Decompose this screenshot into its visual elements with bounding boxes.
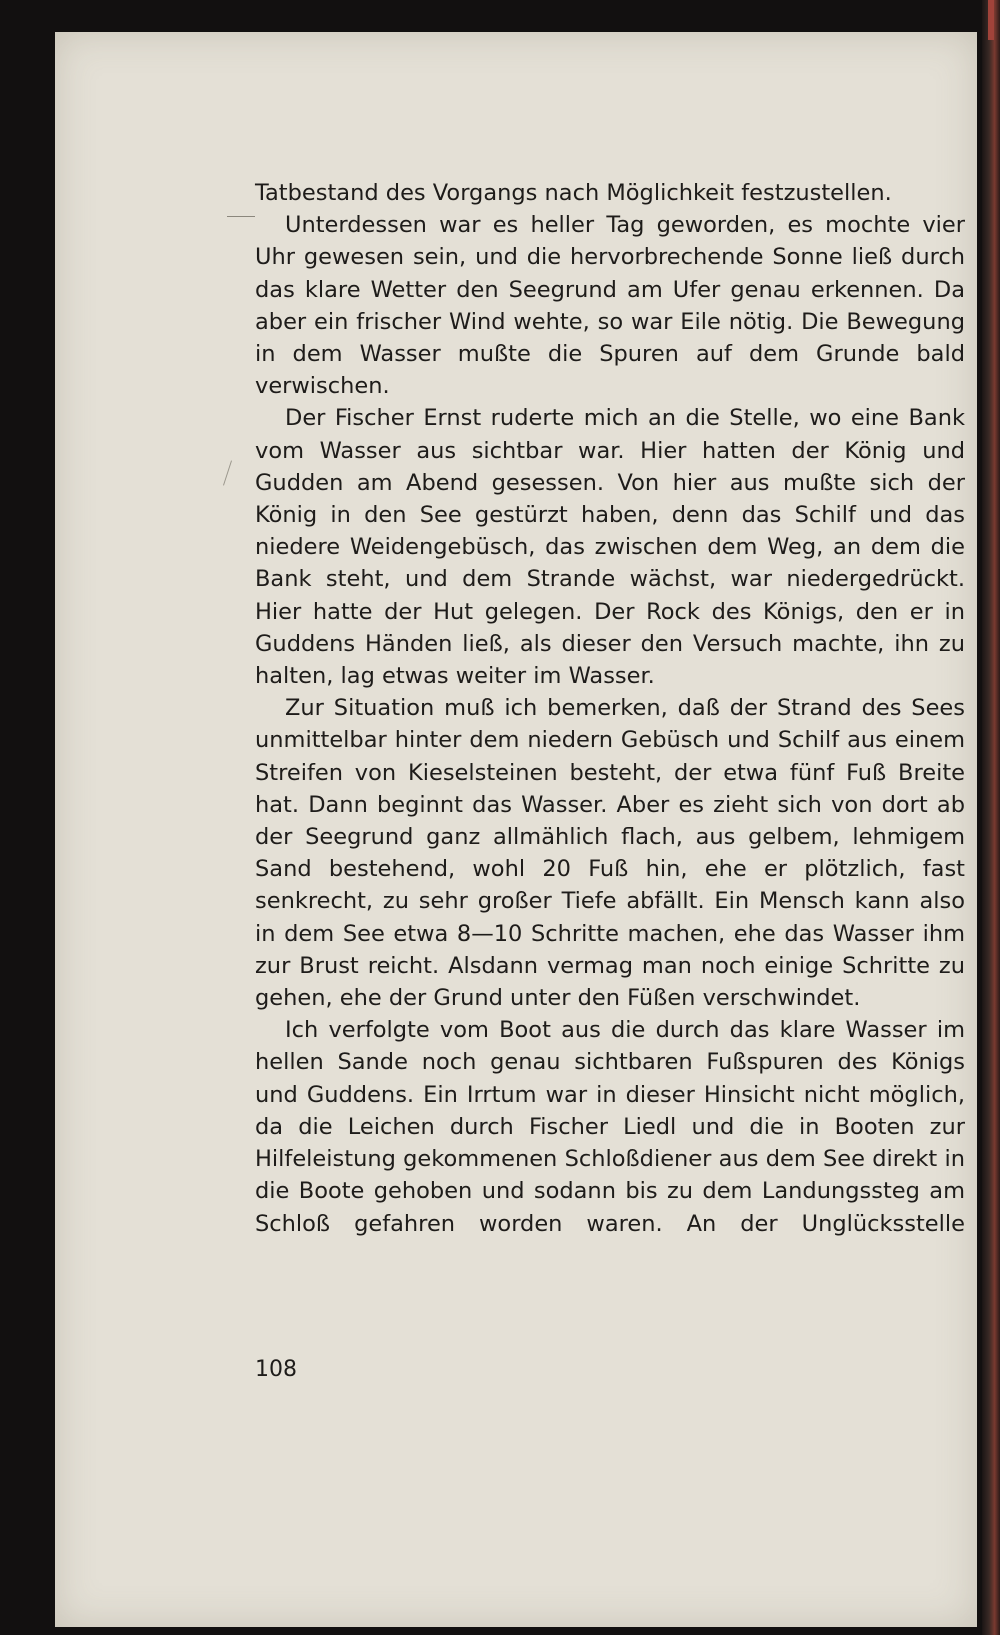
ribbon-marker xyxy=(988,0,994,40)
book-spine-edge xyxy=(982,0,1000,1635)
paragraph-1: Tatbestand des Vorgangs nach Möglichkeit festzustellen. xyxy=(255,180,892,206)
paragraph-2: Unterdessen war es heller Tag geworden, es mochte vier Uhr gewesen sein, und die hervorbrechende Sonne ließ durch das klare Wetter den Seegrund am Ufer genau erkennen. Da aber ein frischer Wind wehte, so war Eile nötig. Die Bewegung in dem Wasser mußte die Spuren auf dem Grunde bald verwischen. xyxy=(255,212,965,400)
pencil-mark-dash xyxy=(227,216,255,217)
paragraph-4: Zur Situation muß ich bemerken, daß der Strand des Sees unmittelbar hinter dem niedern Gebüsch und Schilf aus einem Streifen von Kieselsteinen besteht, der etwa fünf Fuß Breite hat. Dann beginnt das Wasser. Aber es zieht sich von dort ab der Seegrund ganz allmählich flach, aus gelbem, lehmigem Sand bestehend, wohl 20 Fuß hin, ehe er plötzlich, fast senkrecht, zu sehr großer Tiefe abfällt. Ein Mensch kann also in dem See etwa 8—10 Schritte machen, ehe das Wasser ihm zur Brust reicht. Alsdann vermag man noch einige Schritte zu gehen, ehe der Grund unter den Füßen verschwindet. xyxy=(255,695,965,1012)
paragraph-3: Der Fischer Ernst ruderte mich an die Stelle, wo eine Bank vom Wasser aus sichtbar war. Hier hatten der König und Gudden am Abend gesessen. Von hier aus mußte sich der König in den See gestürzt haben, denn das Schilf und das niedere Weidengebüsch, das zwischen dem Weg, an dem die Bank steht, und dem Strande wächst, war niedergedrückt. Hier hatte der Hut gelegen. Der Rock des Königs, den er in Guddens Händen ließ, als dieser den Versuch machte, ihn zu halten, lag etwas weiter im Wasser. xyxy=(255,405,965,690)
paragraph-5: Ich verfolgte vom Boot aus die durch das klare Wasser im hellen Sande noch genau sichtbaren Fußspuren des Königs und Guddens. Ein Irrtum war in dieser Hinsicht nicht möglich, da die Leichen durch Fischer Liedl und die in Booten zur Hilfeleistung gekommenen Schloßdiener aus dem See direkt in die Boote gehoben und sodann bis zu dem Landungssteg am Schloß gefahren worden waren. An der Unglücksstelle xyxy=(255,1017,965,1237)
pencil-mark-tick xyxy=(223,460,232,485)
book-page xyxy=(55,32,977,1627)
body-text xyxy=(255,177,965,1240)
page-number: 108 xyxy=(255,1357,297,1382)
